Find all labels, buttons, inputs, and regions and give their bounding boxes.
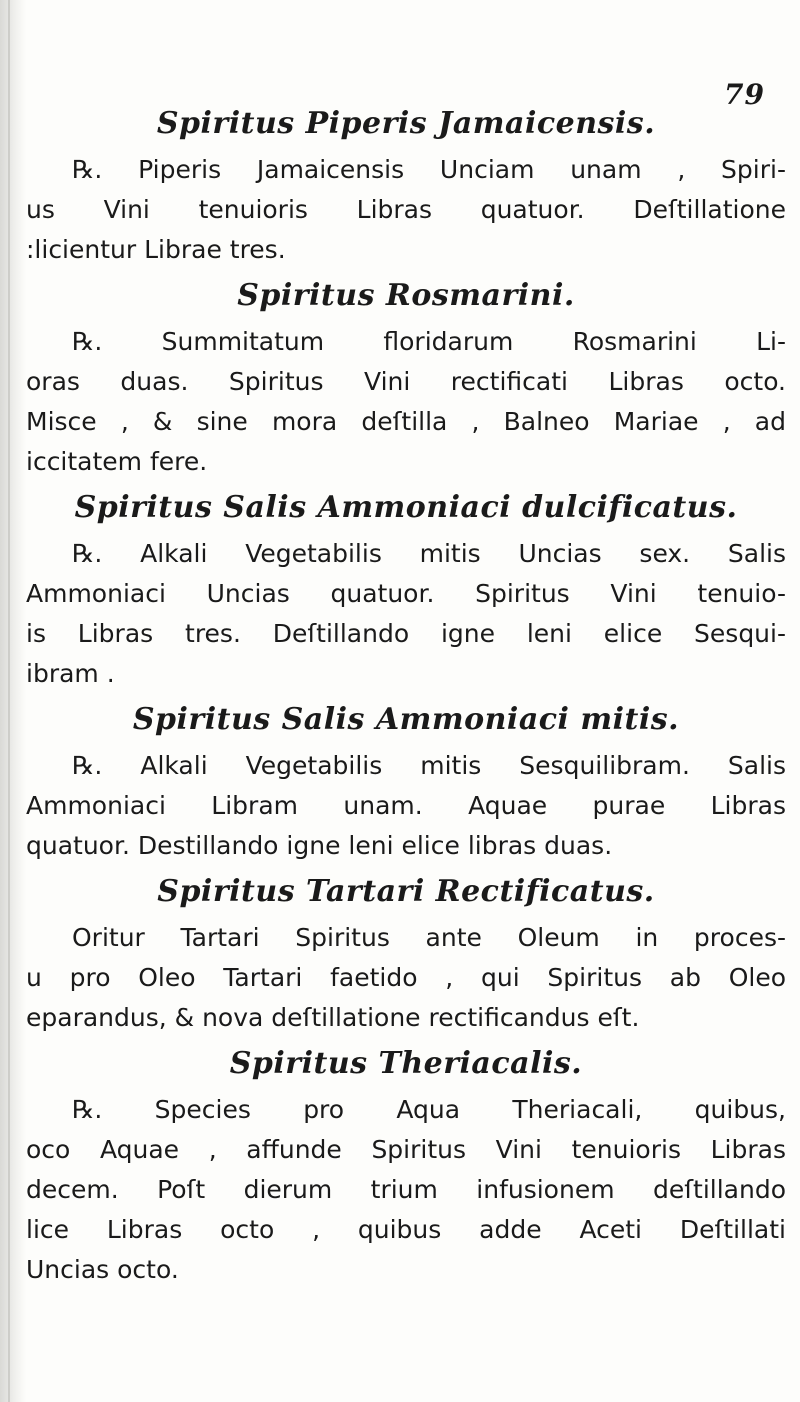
binding-gutter-shadow bbox=[0, 0, 26, 1402]
text-line: lice Libras octo , quibus adde Aceti Deſtillati bbox=[26, 1215, 786, 1244]
text-line: :licientur Librae tres. bbox=[26, 235, 286, 264]
text-line: iccitatem fere. bbox=[26, 447, 208, 476]
text-line: ℞. Species pro Aqua Theriacali, quibus, bbox=[72, 1095, 786, 1124]
text-line: ℞. Alkali Vegetabilis mitis Uncias sex. Salis bbox=[72, 539, 786, 568]
text-line: us Vini tenuioris Libras quatuor. Deſtillatione bbox=[26, 195, 786, 224]
section-heading: Spiritus Salis Ammoniaci dulcificatus. bbox=[74, 490, 738, 525]
text-line: Ammoniaci Uncias quatuor. Spiritus Vini tenuio- bbox=[26, 579, 786, 608]
section-heading: Spiritus Theriacalis. bbox=[229, 1046, 583, 1081]
text-line: Oritur Tartari Spiritus ante Oleum in proces- bbox=[72, 923, 786, 952]
text-line: quatuor. Destillando igne leni elice libras duas. bbox=[26, 831, 613, 860]
text-line: ℞. Alkali Vegetabilis mitis Sesquilibram. Salis bbox=[72, 751, 786, 780]
text-line: Misce , & sine mora deſtilla , Balneo Mariae , ad bbox=[26, 407, 786, 436]
section-heading: Spiritus Piperis Jamaicensis. bbox=[156, 106, 656, 141]
text-line: ℞. Piperis Jamaicensis Unciam unam , Spiri- bbox=[72, 155, 786, 184]
text-line: oco Aquae , affunde Spiritus Vini tenuioris Libras bbox=[26, 1135, 786, 1164]
text-block bbox=[26, 98, 786, 1290]
text-line: ℞. Summitatum floridarum Rosmarini Li- bbox=[72, 327, 786, 356]
section-heading: Spiritus Rosmarini. bbox=[237, 278, 575, 313]
text-line: Uncias octo. bbox=[26, 1255, 179, 1284]
text-line: decem. Poſt dierum trium infusionem deſtillando bbox=[26, 1175, 786, 1204]
section-heading: Spiritus Tartari Rectificatus. bbox=[157, 874, 655, 909]
text-line: ibram . bbox=[26, 659, 115, 688]
text-line: oras duas. Spiritus Vini rectificati Libras octo. bbox=[26, 367, 786, 396]
section-heading: Spiritus Salis Ammoniaci mitis. bbox=[132, 702, 680, 737]
text-line: u pro Oleo Tartari faetido , qui Spiritus ab Oleo bbox=[26, 963, 786, 992]
text-line: is Libras tres. Deſtillando igne leni elice Sesqui- bbox=[26, 619, 786, 648]
page-number: 79 bbox=[724, 78, 765, 111]
binding-gutter-line bbox=[8, 0, 10, 1402]
text-line: eparandus, & nova deſtillatione rectificandus eſt. bbox=[26, 1003, 640, 1032]
text-line: Ammoniaci Libram unam. Aquae purae Libras bbox=[26, 791, 786, 820]
